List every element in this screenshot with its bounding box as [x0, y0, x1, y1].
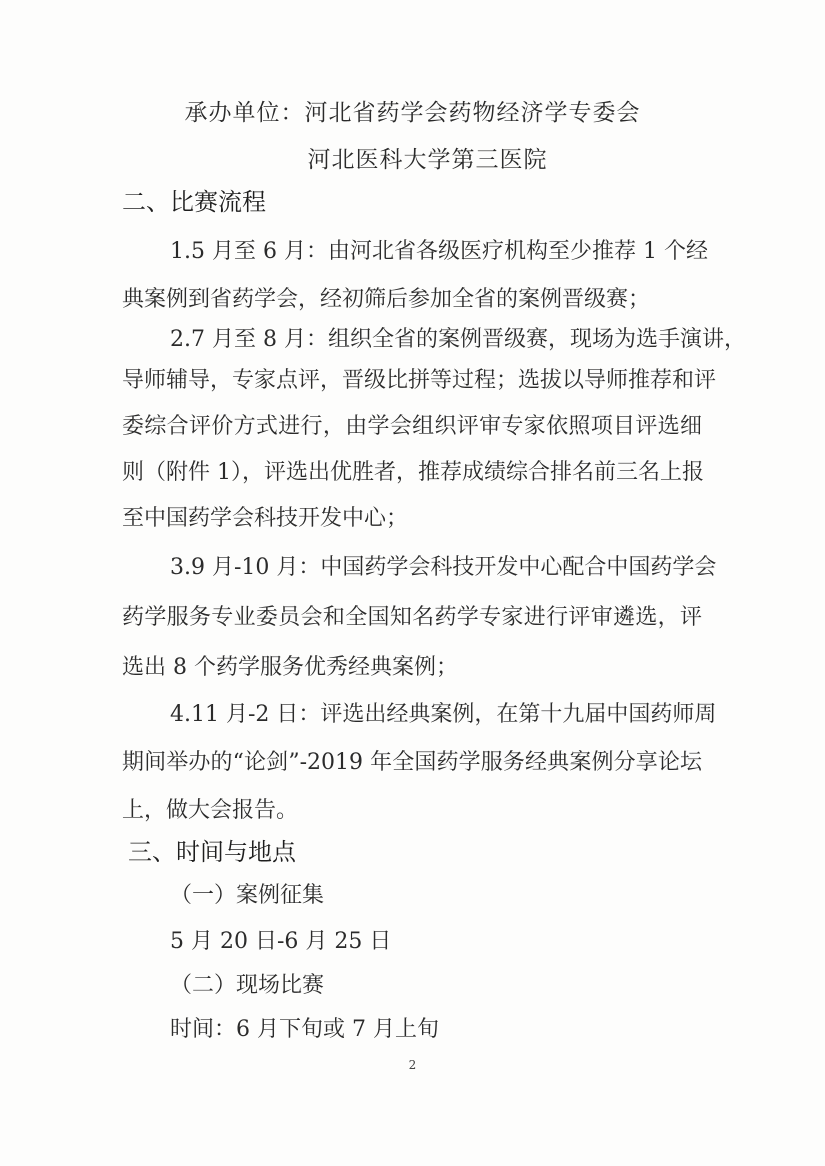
paragraph-3-line-2: 药学服务专业委员会和全国知名药学专家进行评审遴选，评: [122, 605, 702, 630]
subheading-case-collection: （一）案例征集: [170, 883, 325, 908]
paragraph-1-line-1: 1.5 月至 6 月：由河北省各级医疗机构至少推荐 1 个经: [170, 239, 708, 264]
organizer-line-2: 河北医科大学第三医院: [307, 147, 548, 173]
paragraph-2-line-5: 至中国药学会科技开发中心；: [122, 506, 409, 531]
page-number: 2: [408, 1058, 417, 1072]
paragraph-2-line-2: 导师辅导，专家点评，晋级比拼等过程；选拔以导师推荐和评: [122, 368, 717, 393]
paragraph-4-line-2: 期间举办的“论剑”-2019 年全国药学服务经典案例分享论坛: [122, 750, 702, 775]
paragraph-3-line-3: 选出 8 个药学服务优秀经典案例；: [122, 655, 458, 680]
onsite-competition-time: 时间：6 月下旬或 7 月上旬: [170, 1017, 439, 1042]
section-heading-time-and-place: 三、时间与地点: [128, 838, 296, 866]
organizer-line-1: 承办单位：河北省药学会药物经济学专委会: [184, 100, 641, 126]
paragraph-1-line-2: 典案例到省药学会，经初筛后参加全省的案例晋级赛；: [122, 287, 651, 312]
paragraph-4-line-1: 4.11 月-2 日：评选出经典案例，在第十九届中国药师周: [170, 702, 717, 727]
section-heading-competition-process: 二、比赛流程: [122, 188, 266, 216]
case-collection-dates: 5 月 20 日-6 月 25 日: [170, 929, 392, 954]
paragraph-2-line-4: 则（附件 1），评选出优胜者，推荐成绩综合排名前三名上报: [122, 460, 704, 485]
paragraph-3-line-1: 3.9 月-10 月：中国药学会科技开发中心配合中国药学会: [170, 555, 717, 580]
paragraph-4-line-3: 上，做大会报告。: [122, 798, 299, 823]
subheading-onsite-competition: （二）现场比赛: [170, 973, 325, 998]
paragraph-2-line-1: 2.7 月至 8 月：组织全省的案例晋级赛，现场为选手演讲，: [170, 327, 746, 352]
paragraph-2-line-3: 委综合评价方式进行，由学会组织评审专家依照项目评选细: [122, 414, 702, 439]
